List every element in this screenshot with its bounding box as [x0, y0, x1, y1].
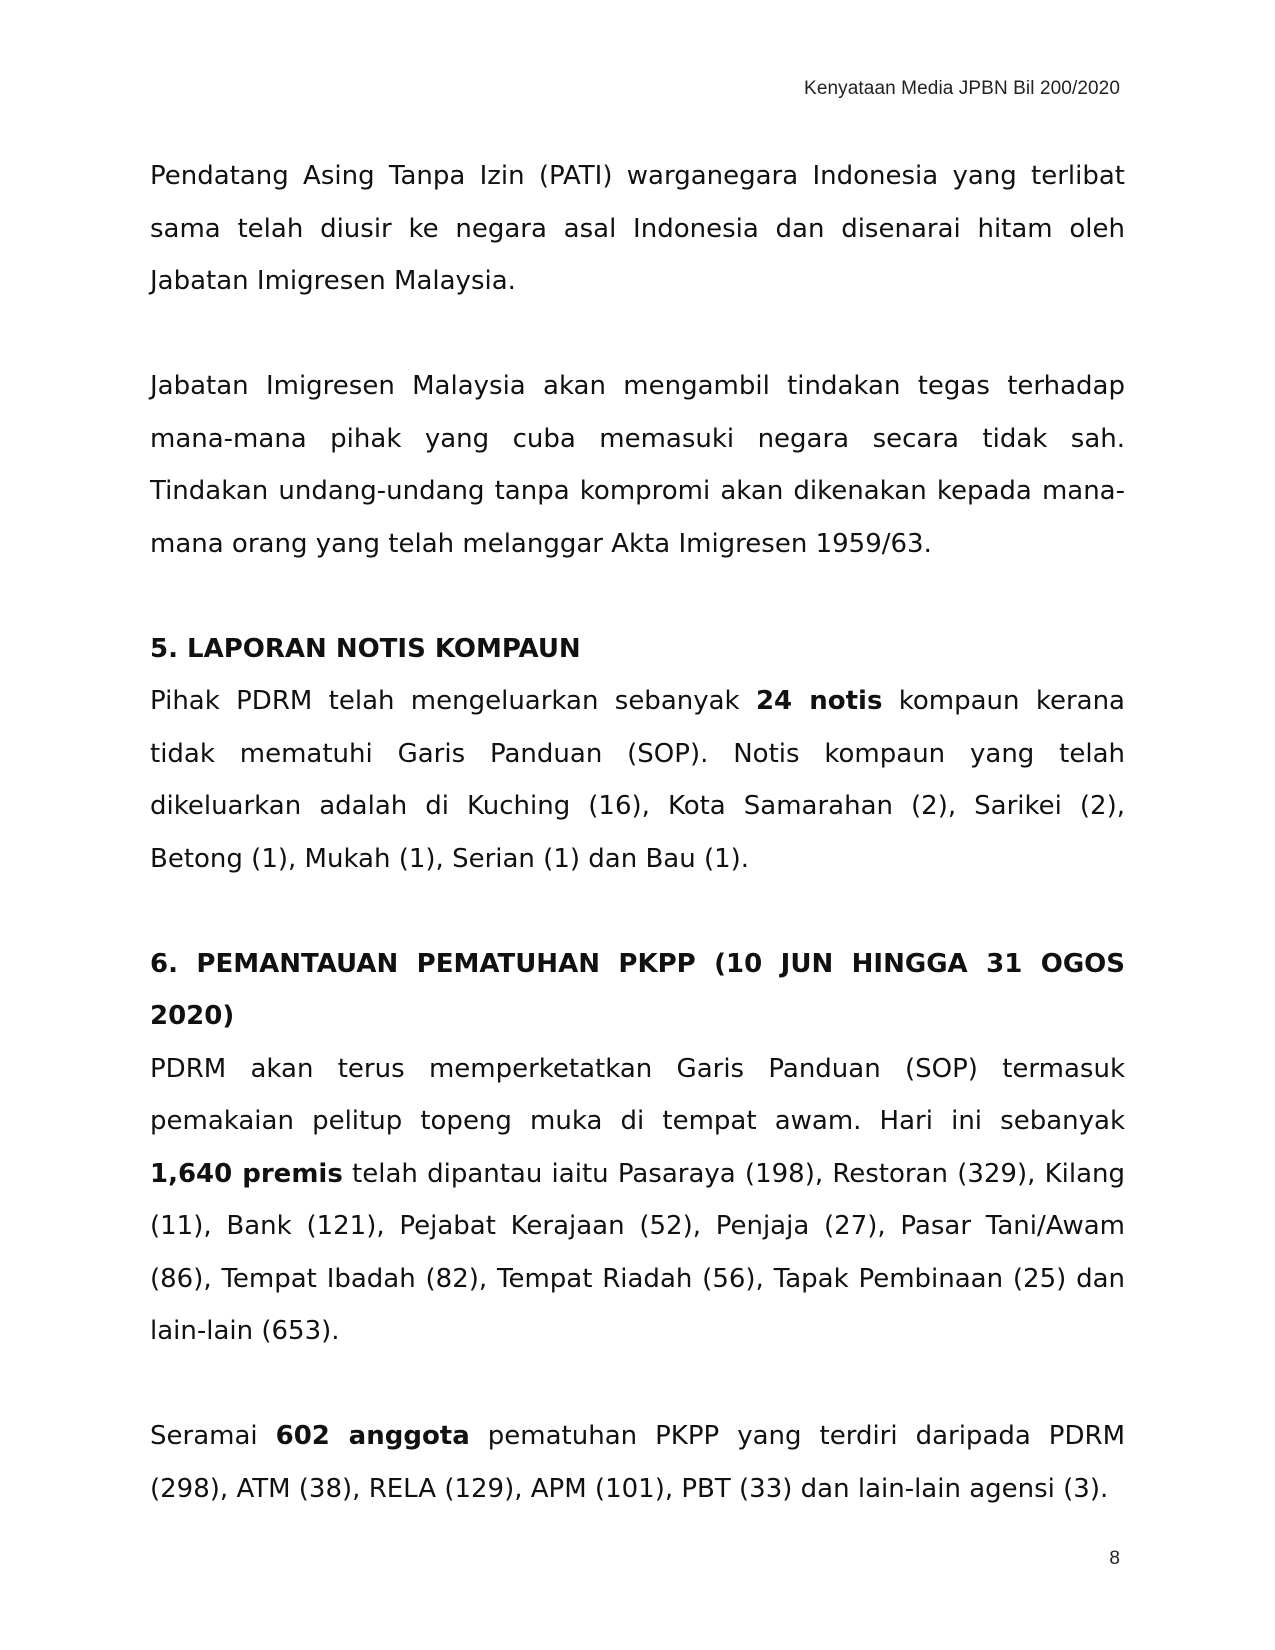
paragraph-pati-deported: Pendatang Asing Tanpa Izin (PATI) warganegara Indonesia yang terlibat sama telah diusir ke negara asal Indonesia dan disenarai hitam oleh Jabatan Imigresen Malaysia.	[150, 161, 1125, 296]
paragraph-spacer	[150, 570, 1125, 623]
section-5-paragraph	[150, 675, 1125, 885]
section-6-text-a: PDRM akan terus memperketatkan Garis Panduan (SOP) termasuk pemakaian pelitup topeng muka di tempat awam. Hari ini sebanyak	[150, 1053, 1125, 1136]
personnel-count: 602 anggota	[275, 1421, 470, 1451]
section-6-text-d: pematuhan PKPP yang terdiri daripada PDRM (298), ATM (38), RELA (129), APM (101), PBT (33) dan lain-lain agensi (3).	[150, 1421, 1126, 1504]
paragraph-immigration-action: Jabatan Imigresen Malaysia akan mengambil tindakan tegas terhadap mana-mana pihak yang cuba memasuki negara secara tidak sah. Tindakan undang-undang tanpa kompromi akan dikenakan kepada mana-mana orang yang telah melanggar Akta Imigresen 1959/63.	[150, 371, 1125, 559]
document-body	[150, 150, 1125, 1515]
paragraph-spacer	[150, 885, 1125, 938]
section-6-paragraph	[150, 1043, 1125, 1358]
section-5-text-b: kompaun kerana tidak mematuhi Garis Panduan (SOP). Notis kompaun yang telah dikeluarkan adalah di Kuching (16), Kota Samarahan (2), Sarikei (2), Betong (1), Mukah (1), Serian (1) dan Bau (1).	[150, 686, 1125, 874]
section-5-text-a: Pihak PDRM telah mengeluarkan sebanyak	[150, 686, 756, 716]
compound-notice-count: 24 notis	[755, 686, 883, 716]
page-number: 8	[1109, 1548, 1120, 1569]
paragraph-spacer	[150, 1358, 1125, 1411]
section-6-heading: 6. PEMANTAUAN PEMATUHAN PKPP (10 JUN HINGGA 31 OGOS 2020)	[150, 948, 1125, 1031]
section-6-text-b: telah dipantau iaitu Pasaraya (198), Restoran (329), Kilang (11), Bank (121), Pejabat Kerajaan (52), Penjaja (27), Pasar Tani/Awam (86), Tempat Ibadah (82), Tempat Riadah (56), Tapak Pembinaan (25) dan lain-lain (653).	[150, 1158, 1126, 1346]
section-6-personnel-paragraph	[150, 1410, 1125, 1515]
section-6-text-c: Seramai	[150, 1421, 276, 1451]
premises-monitored-count: 1,640 premis	[150, 1158, 343, 1189]
paragraph-spacer	[150, 308, 1125, 361]
section-5-heading: 5. LAPORAN NOTIS KOMPAUN	[150, 633, 581, 664]
document-header: Kenyataan Media JPBN Bil 200/2020	[804, 78, 1120, 99]
